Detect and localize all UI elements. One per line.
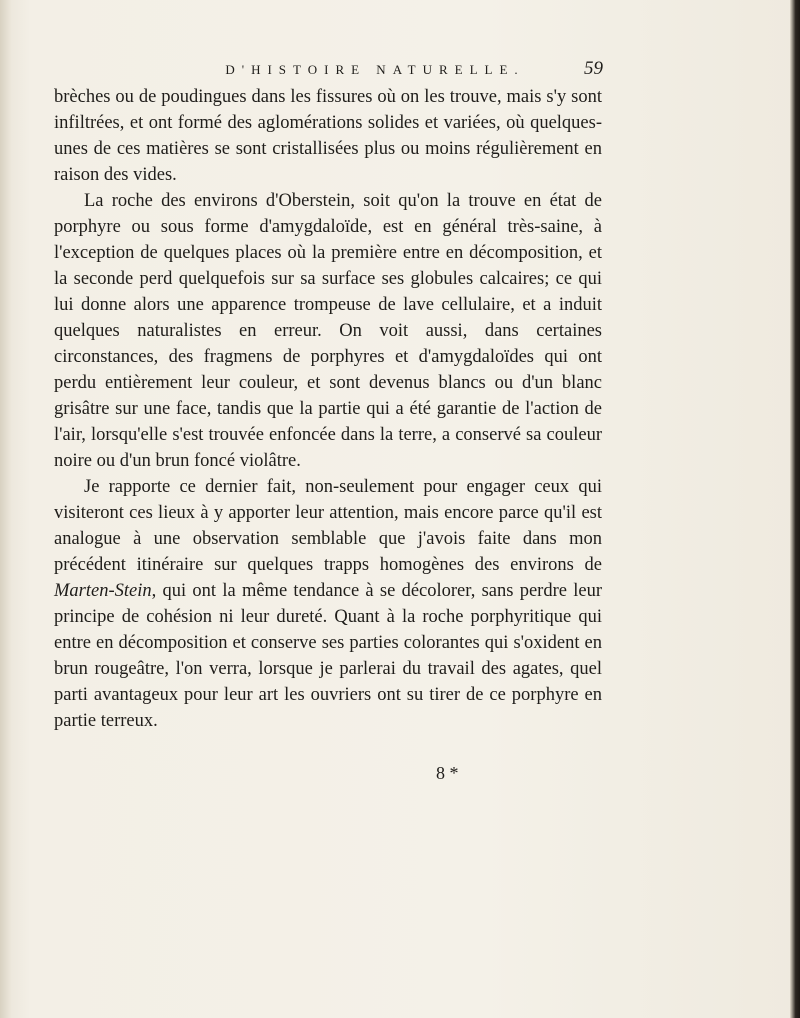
paragraph-1: brèches ou de poudingues dans les fissures où on les trouve, mais s'y sont infiltrées, et ont formé des aglomérations solides et variées, où quelques-unes de ces matières se sont cristallisées plus ou moins régulièrement en raison des vides. (54, 87, 602, 185)
place-name-marten-stein: Marten-Stein (54, 581, 152, 601)
paragraph-3-end: , qui ont la même tendance à se décolorer, sans perdre leur principe de cohésion ni leur dureté. Quant à la roche porphyritique qui entre en décomposition et conserve ses parties colorantes qui s'oxident en brun rougeâtre, l'on verra, lorsque je parlerai du travail des agates, quel parti avantageux pour leur art les ouvriers ont su tirer de ce porphyre en partie terreux. (54, 581, 602, 731)
running-title: D'HISTOIRE NATURELLE. (225, 62, 525, 77)
page-number: 59 (584, 58, 603, 79)
paragraph-3-start: Je rapporte ce dernier fait, non-seulement pour engager ceux qui visiteront ces lieux à y apporter leur attention, mais encore parce qu'il est analogue à une observation semblable que j'avois faite dans mon précédent itinéraire sur quelques trapps homogènes des environs de (54, 477, 602, 575)
body-text (54, 84, 602, 734)
paragraph-2: La roche des environs d'Oberstein, soit qu'on la trouve en état de porphyre ou sous forme d'amygdaloïde, est en général très-saine, à l'exception de quelques places où la première entre en décomposition, et la seconde perd quelquefois sur sa surface ses globules calcaires; ce qui lui donne alors une apparence trompeuse de lave cellulaire, et a induit quelques naturalistes en erreur. On voit aussi, dans certaines circonstances, des fragmens de porphyres et d'amygdaloïdes qui ont perdu entièrement leur couleur, et sont devenus blancs ou d'un blanc grisâtre sur une face, tandis que la partie qui a été garantie de l'action de l'air, lorsqu'elle s'est trouvée enfoncée dans la terre, a conservé sa couleur noire ou d'un brun foncé violâtre. (54, 191, 602, 471)
paragraph-3 (54, 474, 602, 734)
signature-mark: 8 * (436, 763, 459, 783)
page-gutter (0, 0, 12, 1018)
page-edge (790, 0, 800, 1018)
